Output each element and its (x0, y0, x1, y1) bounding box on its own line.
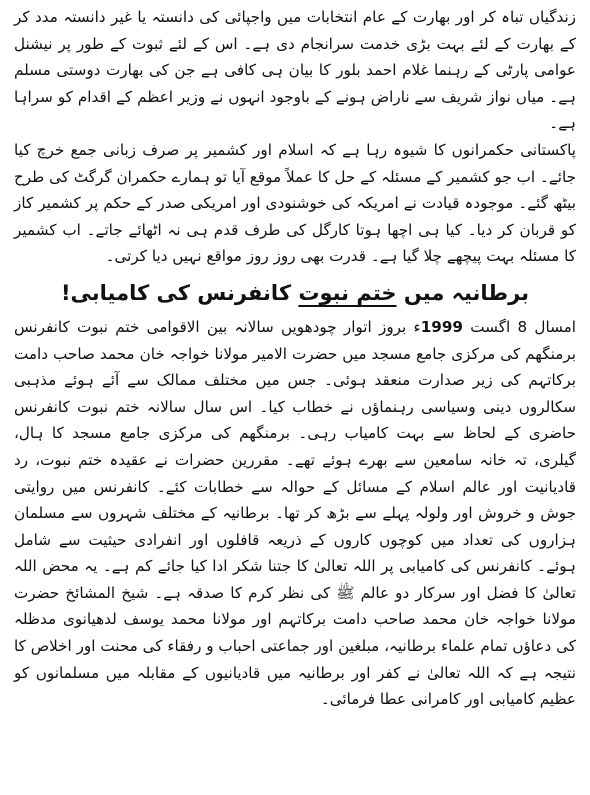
article-body (14, 314, 576, 713)
heading-underlined: ختم نبوت (298, 280, 397, 305)
article-year: 1999 (420, 317, 463, 336)
article-text: ء بروز اتوار چودھویں سالانہ بین الاقوامی ختم نبوت کانفرنس برمنگھم کی مرکزی جامع مسجد میں حضرت الامیر مولانا خواجہ خان محمد صاحب دامت برکاتہم کی زیر صدارت منعقد ہوئی۔ جس میں مختلف ممالک سے آئے ہوئے مذہبی سکالروں دینی وسیاسی رہنماؤں نے خطاب کیا۔ اس سال سالانہ ختم نبوت کانفرنس حاضری کے لحاظ سے بہت کامیاب رہی۔ برمنگھم کی مرکزی جامع مسجد کا ہال، گیلری، تہ خانہ سامعین سے بھرے ہوئے تھے۔ مقررین حضرات نے عقیدہ ختم نبوت، رد قادیانیت اور عالم اسلام کے مسائل کے حوالہ سے خطابات کئے۔ کانفرنس میں روایتی جوش و خروش اور ولولہ پہلے سے بڑھ کر تھا۔ برطانیہ کے مختلف شہروں سے مسلمان ہزاروں کی تعداد میں کوچوں کاروں کے ذریعہ قافلوں اور انفرادی حیثیت سے شامل ہوئے۔ کانفرنس کی کامیابی پر اللہ تعالیٰ کا جتنا شکر ادا کیا جائے کم ہے۔ یہ محض اللہ تعالیٰ کا فضل اور سرکار دو عالم ﷺ کی نظر کرم کا صدقہ ہے۔ شیخ المشائخ حضرت مولانا خواجہ خان محمد صاحب دامت برکاتہم اور مولانا محمد یوسف لدھیانوی مدظلہ کی دعاؤں تمام علماء برطانیہ، مبلغین اور جماعتی احباب و رفقاء کی محنت اور اخلاص کا نتیجہ ہے کہ اللہ تعالیٰ نے کفر اور برطانیہ میں قادیانیوں کے مقابلہ میں مسلمانوں کو عظیم کامیابی اور کامرانی عطا فرمائی۔ (14, 317, 576, 709)
paragraph-2: پاکستانی حکمرانوں کا شیوہ رہا ہے کہ اسلام اور کشمیر پر صرف زبانی جمع خرچ کیا جائے۔ اب جو کشمیر کے مسئلہ کے حل کا عملاً موقع آیا تو ہمارے حکمران گرگٹ کی طرح بیٹھ گئے۔ موجودہ قیادت نے امریکہ کی خوشنودی اور امریکی صدر کے حکم پر کشمیر کاز کو قربان کر دیا۔ کیا ہی اچھا ہوتا کارگل کی طرف قدم ہی نہ اٹھائے جاتے۔ اب کشمیر کا مسئلہ بہت پیچھے چلا گیا ہے۔ قدرت بھی روز روز مواقع نہیں دیا کرتی۔ (14, 140, 576, 266)
heading-prefix: برطانیہ میں (403, 280, 530, 305)
section-heading (14, 278, 576, 308)
article-lead: امسال 8 اگست (470, 317, 576, 336)
heading-suffix: کانفرنس کی کامیابی! (60, 280, 292, 305)
paragraph-1: زندگیاں تباہ کر اور بھارت کے عام انتخابات میں واجپائی کی دانستہ یا غیر دانستہ مدد کر کے بھارت کے لئے بہت بڑی خدمت سرانجام دی ہے۔ اس کے لئے ثبوت کے طور پر نیشنل عوامی پارٹی کے رہنما غلام احمد بلور کا بیان ہی کافی ہے جن کی بھارت دوستی مسلم ہے۔ میاں نواز شریف سے ناراض ہونے کے باوجود انہوں نے وزیر اعظم کے اقدام کو سراہا ہے۔ (14, 8, 576, 133)
